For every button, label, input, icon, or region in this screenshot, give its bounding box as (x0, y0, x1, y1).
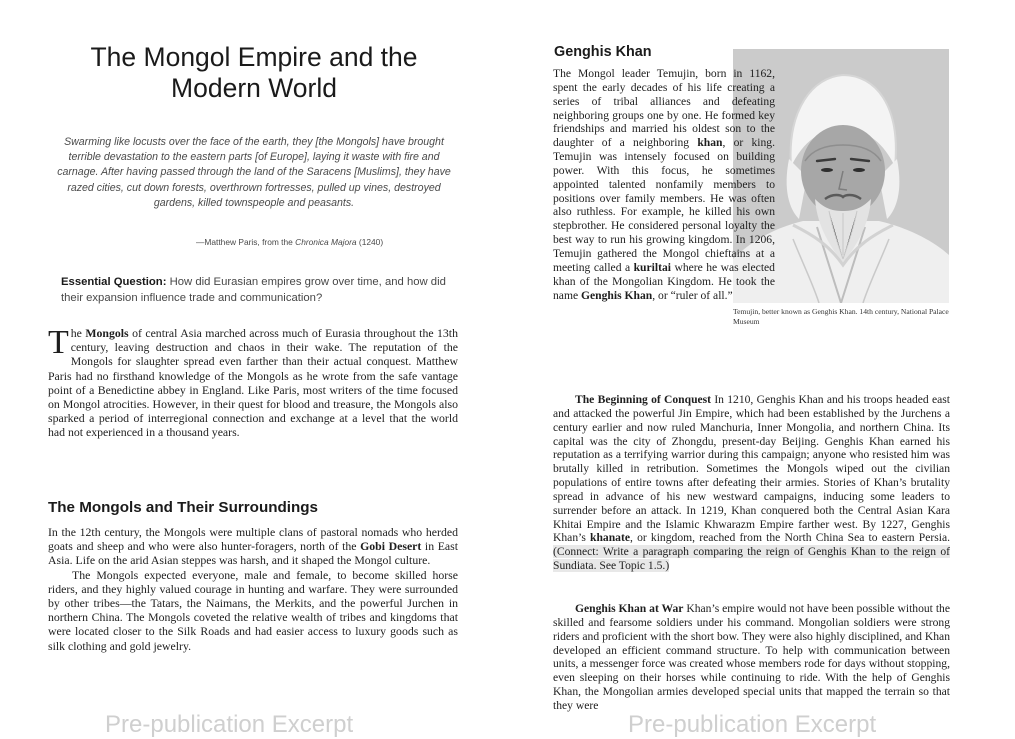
key-term: Mongols (85, 326, 129, 340)
drop-cap: T (48, 324, 69, 361)
paragraph: The Mongols expected everyone, male and female, to become skilled horse riders, and they highly valued courage in hunting and warfare. They were surrounded by other tribes—the Tatars, the Naimans, the Merkits, and the powerful Jurchen in northern China. The Mongols coveted the relative wealth of tribes and kingdoms that were located closer to the Silk Roads and had easier access to luxury goods such as silk clothing and gold jewelry. (48, 567, 458, 653)
figure-spacer (775, 67, 954, 333)
conquest-paragraph: The Beginning of Conquest In 1210, Genghis Khan and his troops headed east and attacked the powerful Jin Empire, which had been established by the Jurchens a century earlier and now ruled Manchuria, Inner Mongolia, and northern China. Its capital was the city of Zhongdu, present-day Beijing. Genghis Khan earned his reputation as a terrifying warrior during this campaign; anyone who resisted him was brutally killed in retribution. Sometimes the Mongols wiped out the civilian populations of entire towns after defeating their armies. Stories of Khan’s brutality spread in advance of his new westward campaigns, inducing some leaders to surrender before an attack. In 1219, Khan conquered both the Central Asian Kara Khitai Empire and the Islamic Khwarazm Empire farther west. By 1227, Genghis Khan’s khanate, or kingdom, reached from the North China Sea to eastern Persia. (Connect: Write a paragraph comparing the reign of Genghis Khan to the reign of Sundiata. See Topic 1.5.) (553, 393, 950, 573)
section-heading: The Mongols and Their Surroundings (48, 499, 318, 516)
run-in-heading: The Beginning of Conquest (575, 393, 712, 406)
run-in-heading: Genghis Khan at War (575, 602, 684, 615)
key-term: khanate (590, 531, 630, 545)
genghis-khan-section (553, 67, 954, 333)
key-term: Genghis Khan (581, 288, 653, 302)
essential-question-label: Essential Question: (61, 276, 167, 288)
essential-question: Essential Question: How did Eurasian empires grow over time, and how did their expansion influence trade and communication? (61, 276, 446, 304)
watermark: Pre-publication Excerpt (105, 711, 354, 738)
image-caption: Temujin, better known as Genghis Khan. 14th century, National Palace Museum (733, 307, 949, 326)
paragraph: In the 12th century, the Mongols were multiple clans of pastoral nomads who herded goats and sheep and who were also hunter-foragers, north of the Gobi Desert in East Asia. Life on the arid Asian steppes was harsh, and it shaped the Mongol culture. (48, 525, 459, 568)
right-page (500, 0, 1015, 738)
paragraph: The Mongol leader Temujin, born in 1162, spent the early decades of his life creating a series of tribal alliances and defeating neighboring groups one by one. He formed key friendships and married his oldest son to the daughter of a neighboring khan, or king. Temujin was intensely focused on building power. With this focus, he sometimes appointed talented nonfamily members to positions over family members. He was often also ruthless. For example, he killed his own stepbrother. He considered personal loyalty the best way to run his growing kingdom. In 1206, Temujin gathered the Mongol chieftains at a meeting called a kuriltai where he was elected khan of the Mongolian Kingdom. He took the name Genghis Khan, or “ruler of all.” (553, 67, 775, 302)
watermark: Pre-publication Excerpt (628, 711, 877, 738)
chapter-title: The Mongol Empire and the Modern World (90, 42, 418, 103)
left-page (0, 0, 500, 738)
war-paragraph: Genghis Khan at War Khan’s empire would not have been possible without the skilled and fearsome soldiers under his command. Mongolian soldiers were strong riders and proficient with the short bow. They were also highly disciplined, and Khan developed an efficient command structure. To help with communication between units, a messenger force was created whose members rode for days without stopping, even sleeping on their horses while continuing to ride. With the help of Genghis Khan, the Mongolian armies developed special units that mapped the terrain so that they were (553, 602, 950, 712)
section-body (48, 525, 458, 653)
epigraph-quote: Swarming like locusts over the face of the earth, they [the Mongols] have brought terrible devastation to the eastern parts [of Europe], laying it waste with fire and carnage. After having passed through the land of the Saracens [Muslims], they have razed cities, cut down forests, overthrown fortresses, pulled up vines, destroyed gardens, killed townspeople and peasants. (57, 136, 451, 209)
key-term: khan (697, 136, 723, 150)
key-term: kuriltai (633, 260, 671, 274)
intro-paragraph: The Mongols of central Asia marched across much of Eurasia throughout the 13th century, leaving destruction and chaos in their wake. The reputation of the Mongols for slaughter spread even farther than their actual conquest. Matthew Paris had no firsthand knowledge of the Mongols as he wrote from the safe vantage point of a Benedictine abbey in England. Like Paris, most writers of the time focused on Mongol atrocities. However, in their quest for blood and treasure, the Mongols also sparked a period of interregional connection and exchange at a level that the world had not experienced in a thousand years. (48, 324, 458, 440)
subsection-heading: Genghis Khan (554, 44, 652, 60)
epigraph-attribution: —Matthew Paris, from the Chronica Majora (1240) (196, 237, 384, 247)
key-term: Gobi Desert (360, 539, 422, 554)
connect-prompt: (Connect: Write a paragraph comparing the reign of Genghis Khan to the reign of Sundiata. See Topic 1.5.) (553, 545, 950, 573)
